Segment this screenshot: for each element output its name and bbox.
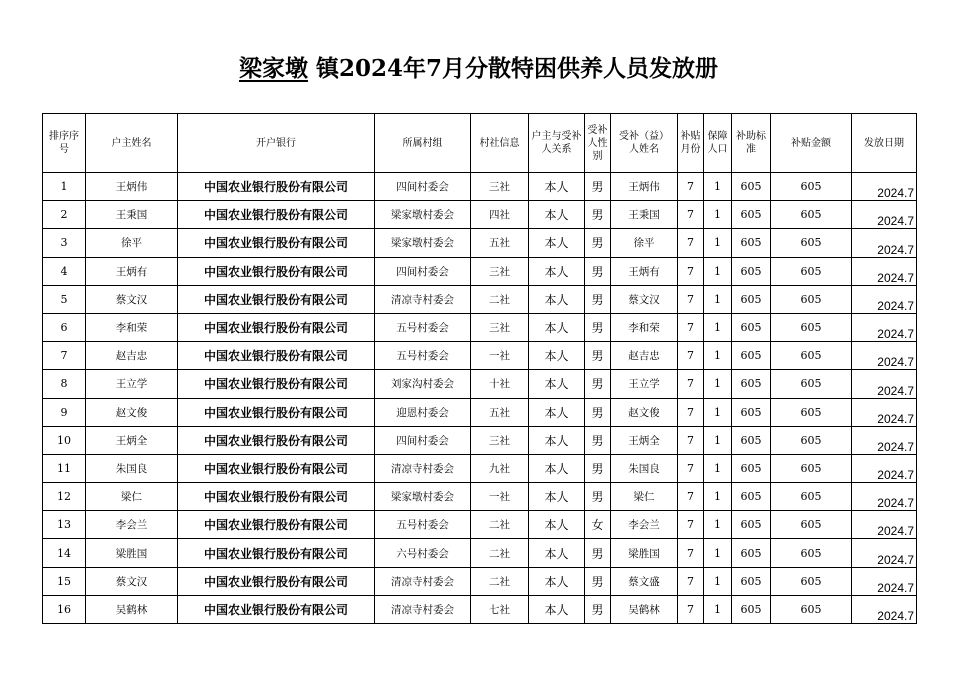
cell-village: 刘家沟村委会	[375, 370, 471, 398]
cell-date: 2024.7	[852, 370, 917, 398]
cell-relation: 本人	[529, 285, 585, 313]
cell-month: 7	[678, 539, 704, 567]
cell-people: 1	[704, 201, 732, 229]
cell-village: 五号村委会	[375, 511, 471, 539]
cell-team: 二社	[471, 285, 529, 313]
cell-recipient: 梁仁	[611, 483, 678, 511]
cell-gender: 男	[585, 229, 611, 257]
cell-householder: 李会兰	[86, 511, 178, 539]
cell-gender: 男	[585, 426, 611, 454]
cell-no: 15	[43, 567, 86, 595]
table-body	[43, 173, 917, 624]
cell-recipient: 王炳有	[611, 257, 678, 285]
cell-gender: 女	[585, 511, 611, 539]
cell-people: 1	[704, 257, 732, 285]
cell-relation: 本人	[529, 173, 585, 201]
cell-village: 清凉寺村委会	[375, 454, 471, 482]
cell-householder: 梁胜国	[86, 539, 178, 567]
table-row	[43, 567, 917, 595]
cell-amount: 605	[771, 567, 852, 595]
table-row	[43, 342, 917, 370]
cell-householder: 蔡文汉	[86, 567, 178, 595]
cell-householder: 朱国良	[86, 454, 178, 482]
cell-no: 1	[43, 173, 86, 201]
cell-standard: 605	[732, 483, 771, 511]
cell-standard: 605	[732, 454, 771, 482]
cell-village: 清凉寺村委会	[375, 567, 471, 595]
header-no: 排序序号	[43, 114, 86, 173]
cell-month: 7	[678, 426, 704, 454]
cell-recipient: 吴鹤林	[611, 595, 678, 623]
cell-month: 7	[678, 173, 704, 201]
cell-amount: 605	[771, 229, 852, 257]
cell-householder: 赵文俊	[86, 398, 178, 426]
cell-team: 九社	[471, 454, 529, 482]
cell-amount: 605	[771, 511, 852, 539]
cell-date: 2024.7	[852, 257, 917, 285]
header-month: 补贴月份	[678, 114, 704, 173]
cell-team: 二社	[471, 511, 529, 539]
cell-no: 8	[43, 370, 86, 398]
cell-people: 1	[704, 454, 732, 482]
cell-gender: 男	[585, 257, 611, 285]
cell-month: 7	[678, 511, 704, 539]
cell-date: 2024.7	[852, 539, 917, 567]
cell-recipient: 王炳伟	[611, 173, 678, 201]
table-row	[43, 257, 917, 285]
cell-month: 7	[678, 285, 704, 313]
cell-amount: 605	[771, 595, 852, 623]
cell-amount: 605	[771, 483, 852, 511]
header-recipient: 受补（益）人姓名	[611, 114, 678, 173]
cell-team: 二社	[471, 567, 529, 595]
cell-standard: 605	[732, 539, 771, 567]
cell-bank: 中国农业银行股份有限公司	[178, 257, 375, 285]
cell-bank: 中国农业银行股份有限公司	[178, 595, 375, 623]
cell-amount: 605	[771, 173, 852, 201]
cell-recipient: 王立学	[611, 370, 678, 398]
cell-team: 二社	[471, 539, 529, 567]
cell-team: 十社	[471, 370, 529, 398]
cell-date: 2024.7	[852, 426, 917, 454]
cell-month: 7	[678, 257, 704, 285]
cell-relation: 本人	[529, 229, 585, 257]
cell-no: 11	[43, 454, 86, 482]
cell-amount: 605	[771, 313, 852, 341]
cell-no: 2	[43, 201, 86, 229]
cell-relation: 本人	[529, 201, 585, 229]
cell-no: 10	[43, 426, 86, 454]
cell-village: 四间村委会	[375, 257, 471, 285]
cell-standard: 605	[732, 173, 771, 201]
cell-no: 4	[43, 257, 86, 285]
cell-standard: 605	[732, 595, 771, 623]
cell-no: 14	[43, 539, 86, 567]
cell-people: 1	[704, 229, 732, 257]
cell-gender: 男	[585, 342, 611, 370]
cell-month: 7	[678, 567, 704, 595]
cell-team: 一社	[471, 483, 529, 511]
cell-village: 清凉寺村委会	[375, 595, 471, 623]
cell-bank: 中国农业银行股份有限公司	[178, 483, 375, 511]
title-town-name: 梁家墩	[238, 55, 308, 82]
table-row	[43, 454, 917, 482]
table-row	[43, 229, 917, 257]
cell-date: 2024.7	[852, 313, 917, 341]
cell-householder: 李和荣	[86, 313, 178, 341]
cell-gender: 男	[585, 173, 611, 201]
cell-relation: 本人	[529, 511, 585, 539]
header-people: 保障人口	[704, 114, 732, 173]
title-text: 镇2024年7月分散特困供养人员发放册	[315, 55, 719, 82]
header-village: 所属村组	[375, 114, 471, 173]
cell-amount: 605	[771, 539, 852, 567]
cell-gender: 男	[585, 567, 611, 595]
cell-standard: 605	[732, 567, 771, 595]
cell-people: 1	[704, 567, 732, 595]
cell-amount: 605	[771, 201, 852, 229]
cell-village: 六号村委会	[375, 539, 471, 567]
cell-recipient: 李会兰	[611, 511, 678, 539]
cell-people: 1	[704, 595, 732, 623]
cell-people: 1	[704, 313, 732, 341]
cell-date: 2024.7	[852, 511, 917, 539]
cell-standard: 605	[732, 342, 771, 370]
cell-recipient: 梁胜国	[611, 539, 678, 567]
header-standard: 补助标准	[732, 114, 771, 173]
cell-gender: 男	[585, 595, 611, 623]
cell-bank: 中国农业银行股份有限公司	[178, 511, 375, 539]
table-row	[43, 511, 917, 539]
header-date: 发放日期	[852, 114, 917, 173]
cell-amount: 605	[771, 285, 852, 313]
cell-amount: 605	[771, 342, 852, 370]
cell-team: 三社	[471, 173, 529, 201]
cell-village: 迎恩村委会	[375, 398, 471, 426]
cell-recipient: 徐平	[611, 229, 678, 257]
table-row	[43, 173, 917, 201]
document-title	[0, 50, 957, 83]
cell-householder: 王炳全	[86, 426, 178, 454]
header-bank: 开户银行	[178, 114, 375, 173]
cell-village: 梁家墩村委会	[375, 201, 471, 229]
cell-relation: 本人	[529, 342, 585, 370]
cell-householder: 梁仁	[86, 483, 178, 511]
cell-team: 四社	[471, 201, 529, 229]
subsidy-roster-table	[42, 113, 917, 624]
cell-no: 7	[43, 342, 86, 370]
cell-gender: 男	[585, 454, 611, 482]
cell-date: 2024.7	[852, 173, 917, 201]
cell-bank: 中国农业银行股份有限公司	[178, 426, 375, 454]
cell-month: 7	[678, 229, 704, 257]
cell-month: 7	[678, 201, 704, 229]
cell-bank: 中国农业银行股份有限公司	[178, 454, 375, 482]
cell-month: 7	[678, 454, 704, 482]
cell-gender: 男	[585, 370, 611, 398]
cell-date: 2024.7	[852, 229, 917, 257]
cell-people: 1	[704, 398, 732, 426]
cell-month: 7	[678, 313, 704, 341]
cell-people: 1	[704, 539, 732, 567]
cell-date: 2024.7	[852, 201, 917, 229]
cell-bank: 中国农业银行股份有限公司	[178, 285, 375, 313]
cell-amount: 605	[771, 398, 852, 426]
cell-people: 1	[704, 342, 732, 370]
cell-date: 2024.7	[852, 567, 917, 595]
cell-relation: 本人	[529, 595, 585, 623]
cell-bank: 中国农业银行股份有限公司	[178, 201, 375, 229]
cell-standard: 605	[732, 285, 771, 313]
table-row	[43, 426, 917, 454]
cell-no: 16	[43, 595, 86, 623]
cell-recipient: 蔡文盛	[611, 567, 678, 595]
cell-standard: 605	[732, 229, 771, 257]
cell-amount: 605	[771, 426, 852, 454]
cell-householder: 王炳伟	[86, 173, 178, 201]
cell-relation: 本人	[529, 313, 585, 341]
cell-householder: 王立学	[86, 370, 178, 398]
cell-village: 梁家墩村委会	[375, 483, 471, 511]
table-row	[43, 370, 917, 398]
cell-no: 12	[43, 483, 86, 511]
cell-no: 3	[43, 229, 86, 257]
cell-standard: 605	[732, 398, 771, 426]
cell-householder: 赵吉忠	[86, 342, 178, 370]
table-header-row	[43, 114, 917, 173]
cell-team: 三社	[471, 257, 529, 285]
cell-recipient: 赵吉忠	[611, 342, 678, 370]
cell-relation: 本人	[529, 567, 585, 595]
cell-relation: 本人	[529, 454, 585, 482]
cell-householder: 蔡文汉	[86, 285, 178, 313]
cell-no: 9	[43, 398, 86, 426]
cell-team: 七社	[471, 595, 529, 623]
cell-no: 5	[43, 285, 86, 313]
table-row	[43, 483, 917, 511]
table-row	[43, 595, 917, 623]
cell-standard: 605	[732, 511, 771, 539]
table-row	[43, 285, 917, 313]
cell-recipient: 朱国良	[611, 454, 678, 482]
cell-gender: 男	[585, 285, 611, 313]
cell-recipient: 王炳全	[611, 426, 678, 454]
cell-date: 2024.7	[852, 454, 917, 482]
cell-gender: 男	[585, 313, 611, 341]
cell-relation: 本人	[529, 426, 585, 454]
cell-householder: 徐平	[86, 229, 178, 257]
cell-date: 2024.7	[852, 285, 917, 313]
cell-householder: 王炳有	[86, 257, 178, 285]
cell-householder: 吴鹤林	[86, 595, 178, 623]
cell-village: 五号村委会	[375, 342, 471, 370]
cell-village: 四间村委会	[375, 173, 471, 201]
cell-amount: 605	[771, 454, 852, 482]
table-row	[43, 539, 917, 567]
cell-people: 1	[704, 370, 732, 398]
header-householder: 户主姓名	[86, 114, 178, 173]
cell-date: 2024.7	[852, 342, 917, 370]
cell-gender: 男	[585, 483, 611, 511]
cell-month: 7	[678, 595, 704, 623]
cell-bank: 中国农业银行股份有限公司	[178, 173, 375, 201]
cell-bank: 中国农业银行股份有限公司	[178, 539, 375, 567]
cell-householder: 王秉国	[86, 201, 178, 229]
cell-standard: 605	[732, 426, 771, 454]
cell-people: 1	[704, 483, 732, 511]
cell-team: 一社	[471, 342, 529, 370]
cell-bank: 中国农业银行股份有限公司	[178, 342, 375, 370]
cell-bank: 中国农业银行股份有限公司	[178, 229, 375, 257]
cell-recipient: 李和荣	[611, 313, 678, 341]
cell-amount: 605	[771, 257, 852, 285]
cell-gender: 男	[585, 201, 611, 229]
cell-people: 1	[704, 173, 732, 201]
cell-standard: 605	[732, 257, 771, 285]
cell-gender: 男	[585, 398, 611, 426]
cell-team: 五社	[471, 398, 529, 426]
table-row	[43, 313, 917, 341]
cell-date: 2024.7	[852, 398, 917, 426]
table-row	[43, 201, 917, 229]
cell-date: 2024.7	[852, 483, 917, 511]
cell-village: 四间村委会	[375, 426, 471, 454]
cell-relation: 本人	[529, 483, 585, 511]
table-row	[43, 398, 917, 426]
cell-bank: 中国农业银行股份有限公司	[178, 370, 375, 398]
header-amount: 补贴金额	[771, 114, 852, 173]
cell-people: 1	[704, 511, 732, 539]
cell-no: 13	[43, 511, 86, 539]
cell-recipient: 赵文俊	[611, 398, 678, 426]
cell-bank: 中国农业银行股份有限公司	[178, 567, 375, 595]
header-relation: 户主与受补人关系	[529, 114, 585, 173]
cell-bank: 中国农业银行股份有限公司	[178, 398, 375, 426]
cell-recipient: 蔡文汉	[611, 285, 678, 313]
cell-team: 三社	[471, 426, 529, 454]
cell-relation: 本人	[529, 539, 585, 567]
cell-recipient: 王秉国	[611, 201, 678, 229]
cell-date: 2024.7	[852, 595, 917, 623]
cell-bank: 中国农业银行股份有限公司	[178, 313, 375, 341]
cell-month: 7	[678, 342, 704, 370]
cell-team: 五社	[471, 229, 529, 257]
cell-team: 三社	[471, 313, 529, 341]
header-team: 村社信息	[471, 114, 529, 173]
cell-month: 7	[678, 370, 704, 398]
cell-standard: 605	[732, 313, 771, 341]
cell-month: 7	[678, 483, 704, 511]
cell-people: 1	[704, 426, 732, 454]
cell-relation: 本人	[529, 398, 585, 426]
cell-relation: 本人	[529, 257, 585, 285]
cell-village: 清凉寺村委会	[375, 285, 471, 313]
cell-people: 1	[704, 285, 732, 313]
cell-month: 7	[678, 398, 704, 426]
cell-gender: 男	[585, 539, 611, 567]
cell-no: 6	[43, 313, 86, 341]
cell-standard: 605	[732, 201, 771, 229]
cell-standard: 605	[732, 370, 771, 398]
cell-village: 五号村委会	[375, 313, 471, 341]
cell-village: 梁家墩村委会	[375, 229, 471, 257]
header-gender: 受补人性别	[585, 114, 611, 173]
cell-amount: 605	[771, 370, 852, 398]
cell-relation: 本人	[529, 370, 585, 398]
